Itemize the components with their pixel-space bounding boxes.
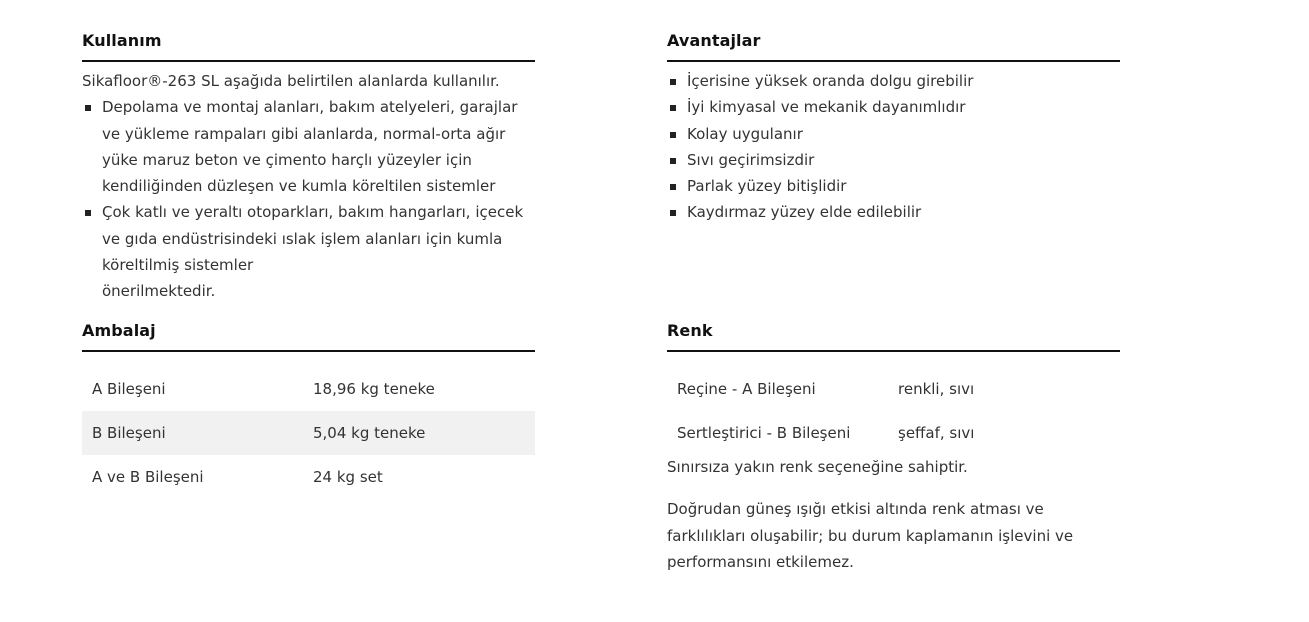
ambalaj-section bbox=[82, 320, 535, 499]
list-item: Sıvı geçirimsizdir bbox=[667, 147, 1120, 173]
list-item: Depolama ve montaj alanları, bakım atelyeleri, garajlar ve yükleme rampaları gibi alanlarda, normal-orta ağır yüke maruz beton ve çimento harçlı yüzeyler için kendiliğinden düzleşen ve kumla köreltilen sistemler bbox=[82, 94, 535, 199]
table-cell-label: A ve B Bileşeni bbox=[92, 468, 204, 486]
table-row bbox=[82, 411, 535, 455]
list-item: Kolay uygulanır bbox=[667, 121, 1120, 147]
renk-section bbox=[667, 320, 1120, 575]
table-cell-label: B Bileşeni bbox=[82, 411, 303, 455]
table-cell-value: 5,04 kg teneke bbox=[303, 411, 535, 455]
table-row bbox=[82, 367, 535, 411]
renk-note-1: Sınırsıza yakın renk seçeneğine sahiptir. bbox=[667, 458, 968, 476]
kullanim-intro: Sikafloor®-263 SL aşağıda belirtilen alanlarda kullanılır. bbox=[82, 72, 500, 90]
ambalaj-table bbox=[82, 367, 535, 499]
table-cell-value: 24 kg set bbox=[313, 468, 383, 486]
table-row bbox=[82, 455, 535, 499]
kullanim-section bbox=[82, 30, 535, 305]
list-item: Çok katlı ve yeraltı otoparkları, bakım hangarları, içecek ve gıda endüstrisindeki ıslak işlem alanları için kumla köreltilmiş sistemler bbox=[82, 199, 535, 278]
avantajlar-section bbox=[667, 30, 1120, 226]
table-row bbox=[667, 411, 1120, 455]
table-cell-value: 18,96 kg teneke bbox=[313, 380, 435, 398]
list-item: İçerisine yüksek oranda dolgu girebilir bbox=[667, 68, 1120, 94]
renk-heading: Renk bbox=[667, 320, 1120, 352]
avantajlar-heading: Avantajlar bbox=[667, 30, 1120, 62]
ambalaj-heading: Ambalaj bbox=[82, 320, 535, 352]
table-cell-label: A Bileşeni bbox=[92, 380, 166, 398]
kullanim-list bbox=[82, 94, 535, 278]
list-item: Parlak yüzey bitişlidir bbox=[667, 173, 1120, 199]
list-item: Kaydırmaz yüzey elde edilebilir bbox=[667, 199, 1120, 225]
kullanim-outro: önerilmektedir. bbox=[102, 282, 216, 301]
avantajlar-list bbox=[667, 68, 1120, 226]
kullanim-heading: Kullanım bbox=[82, 30, 535, 62]
table-cell-value: renkli, sıvı bbox=[898, 380, 975, 398]
renk-table bbox=[667, 367, 1120, 455]
table-cell-value: şeffaf, sıvı bbox=[898, 424, 975, 442]
table-cell-label: Sertleştirici - B Bileşeni bbox=[677, 424, 851, 442]
list-item: İyi kimyasal ve mekanik dayanımlıdır bbox=[667, 94, 1120, 120]
table-cell-label: Reçine - A Bileşeni bbox=[677, 380, 816, 398]
renk-note-2: Doğrudan güneş ışığı etkisi altında renk atması ve farklılıkları oluşabilir; bu durum kaplamanın işlevini ve performansını etkilemez. bbox=[667, 500, 1074, 571]
table-row bbox=[667, 367, 1120, 411]
